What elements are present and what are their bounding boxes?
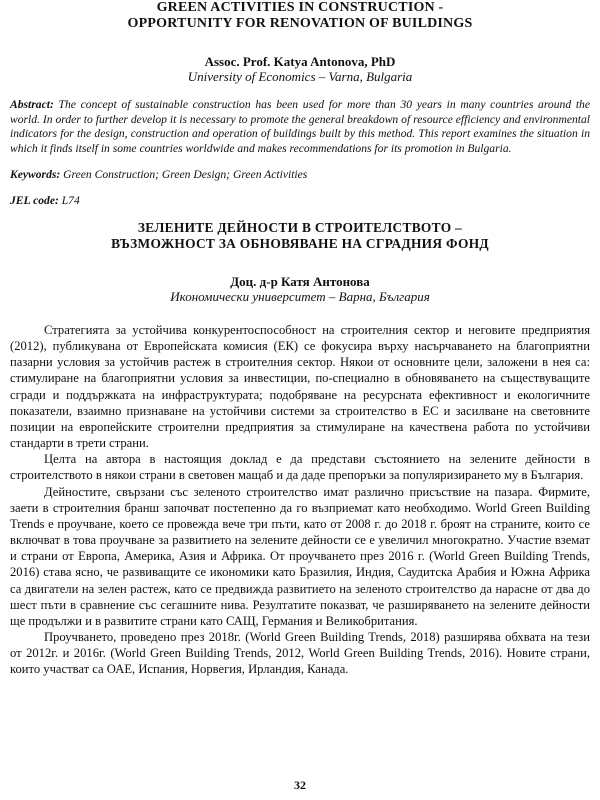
body-paragraph-1: Стратегията за устойчива конкурентоспособност на строителния сектор и неговите предприятия (2012), публикувана от Европейската комисия (ЕК) се фокусира върху насърчаването на благоприятни пазарни условия за устойчив растеж в строителния сектор. Някои от основните цели, заложени в нея са: стимулиране на благоприятни условия за инвестиции, по-специално в обновяването на съществуващите сгради и поддържката на инфраструктурата; подобряване на ресурсната ефективност и екологичните показатели, взаимно признаване на устойчиви системи за строителство в ЕС и засилване на световните позиции на европейските строителни предприятия за стимулиране на качествена работа по устойчиви стандарти в трети страни. [10, 323, 590, 451]
bulgarian-title-line-2: ВЪЗМОЖНОСТ ЗА ОБНОВЯВАНЕ НА СГРАДНИЯ ФОНД [111, 236, 489, 251]
english-title [10, 0, 590, 32]
jel-code [10, 194, 590, 208]
bulgarian-affiliation: Икономически университет – Варна, България [170, 289, 430, 304]
english-affiliation: University of Economics – Varna, Bulgaria [187, 69, 413, 84]
bulgarian-title-line-1: ЗЕЛЕНИТЕ ДЕЙНОСТИ В СТРОИТЕЛСТВОТО – [137, 220, 463, 235]
bulgarian-author: Доц. д-р Катя Антонова [230, 274, 370, 289]
keywords-label: Keywords: [10, 168, 61, 181]
body-paragraph-4: Проучването, проведено през 2018г. (World Green Building Trends, 2018) разширява обхвата на тези от 2012г. и 2016г. (World Green Building Trends, 2012, World Green Building Trends, 2016). Новите страни, които участват са ОАЕ, Испания, Норвегия, Ирландия, Канада. [10, 629, 590, 677]
english-author: Assoc. Prof. Katya Antonova, PhD [204, 54, 396, 69]
english-title-line-2: OPPORTUNITY FOR RENOVATION OF BUILDINGS [127, 16, 473, 31]
jel-code-value: L74 [58, 194, 80, 207]
keywords [10, 168, 590, 182]
keywords-text: Green Construction; Green Design; Green Activities [60, 168, 308, 181]
page-number: 32 [294, 778, 306, 792]
english-title-line-1: GREEN ACTIVITIES IN CONSTRUCTION - [156, 0, 444, 15]
abstract [10, 98, 590, 156]
bulgarian-title [10, 220, 590, 252]
body-text [10, 322, 590, 677]
abstract-label: Abstract: [10, 98, 54, 111]
body-paragraph-2: Целта на автора в настоящия доклад е да представи състоянието на зелените дейности в строителството в някои страни в световен мащаб и да даде препоръки за популяризирането му в България. [10, 452, 590, 483]
body-paragraph-3: Дейностите, свързани със зеленото строителство имат различно присъствие на пазара. Фирмите, заети в строителния бранш започват постепенно да го възприемат като необходимо. World Green Building Trends е проучване, което се провежда вече три пъти, като от 2008 г. до 2018 г. броят на страните, които се включват в това проучване за развитието на зелените дейности се е увеличил многократно. Участие вземат и страни от Европа, Америка, Азия и Африка. От проучването през 2016 г. (World Green Building Trends, 2016) става ясно, че развиващите се икономики като Бразилия, Индия, Саудитска Арабия и Южна Африка са двигатели на зелен растеж, като се предвижда развитието на зеленото строителство да нарасне от два до шест пъти в сравнение със сегашните нива. Резултатите показват, че разширяването на зелените дейности ще продължи и в развитите страни като САЩ, Германия и Великобритания. [10, 484, 590, 628]
abstract-text: The concept of sustainable construction has been used for more than 30 years in many countries around the world. In order to further develop it is necessary to promote the general breakdown of resource efficiency and environmental indicators for the design, construction and operation of buildings built by this method. This report examines the situation in which it finds itself in some countries worldwide and makes recommendations for its promotion in Bulgaria. [10, 98, 590, 155]
jel-code-label: JEL code: [10, 194, 59, 207]
